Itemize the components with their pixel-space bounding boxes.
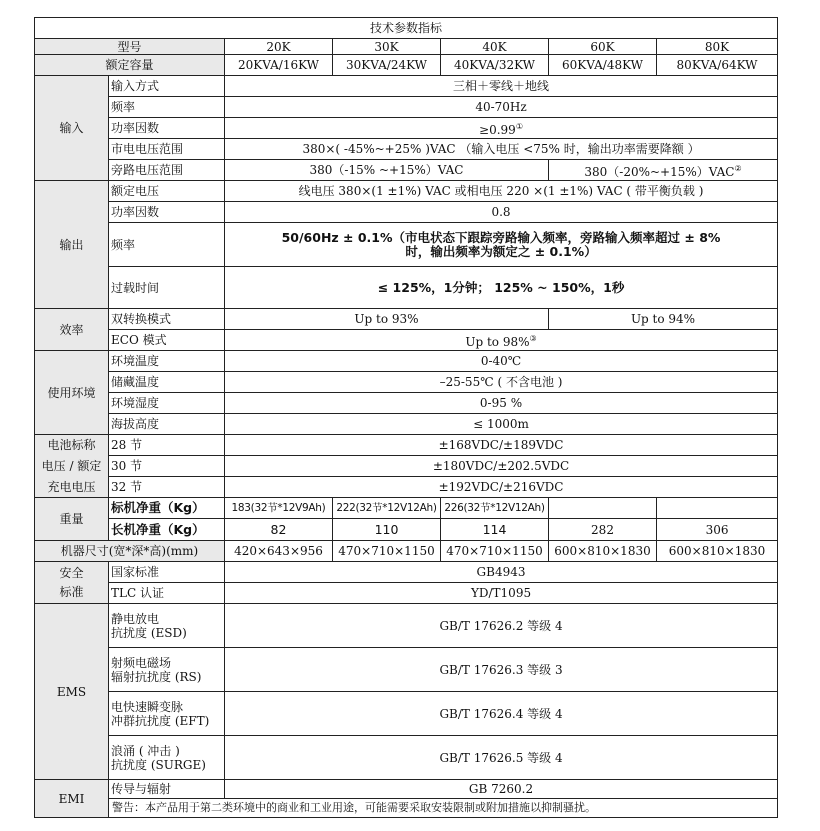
- bypass-range-row: [35, 160, 778, 181]
- environment-group-label: 使用环境: [35, 351, 109, 435]
- input-pf-label: 功率因数: [109, 118, 225, 139]
- output-pf-value: 0.8: [225, 202, 778, 223]
- safety-group-line-1: 安全: [59, 566, 84, 580]
- double-conversion-row: [35, 309, 778, 330]
- emi-group-label: EMI: [35, 780, 109, 818]
- storage-temp-value: –25-55℃ ( 不含电池 ): [225, 372, 778, 393]
- tlc-label: TLC 认证: [109, 583, 225, 604]
- safety-group-line-2: 标准: [59, 585, 84, 599]
- input-freq-value: 40-70Hz: [225, 97, 778, 118]
- warning-row: [35, 799, 778, 818]
- standard-weight-cell: 183(32节*12V9Ah): [225, 498, 333, 519]
- ems-item-line-1: 电快速瞬变脉: [111, 699, 184, 714]
- rated-voltage-row: [35, 181, 778, 202]
- ems-item-line-2: 冲群抗扰度 (EFT): [111, 713, 210, 728]
- output-group-label: 输出: [35, 181, 109, 309]
- output-pf-row: [35, 202, 778, 223]
- battery-group-label: [35, 435, 109, 498]
- model-cell: 60K: [549, 39, 657, 55]
- ems-item-value: GB/T 17626.3 等级 3: [225, 648, 778, 692]
- ems-row: [35, 736, 778, 780]
- double-conversion-value-a: Up to 93%: [225, 309, 549, 330]
- bypass-range-value-a: 380（-15% ~+15%）VAC: [225, 160, 549, 181]
- capacity-cell: 60KVA/48KW: [549, 55, 657, 76]
- battery-group-line-3: 充电电压: [47, 480, 96, 494]
- altitude-row: [35, 414, 778, 435]
- battery-voltage-value: ±168VDC/±189VDC: [225, 435, 778, 456]
- ambient-temp-row: [35, 351, 778, 372]
- standard-weight-cell: 226(32节*12V12Ah): [441, 498, 549, 519]
- ems-item-label: [109, 736, 225, 780]
- efficiency-group-label: 效率: [35, 309, 109, 351]
- size-cell: 600×810×1830: [657, 541, 778, 562]
- ems-item-line-2: 抗扰度 (SURGE): [111, 757, 206, 772]
- eco-mode-label: ECO 模式: [109, 330, 225, 351]
- ems-item-line-2: 辐射抗扰度 (RS): [111, 669, 202, 684]
- national-standard-value: GB4943: [225, 562, 778, 583]
- output-freq-label: 频率: [109, 223, 225, 267]
- title-row: [35, 18, 778, 39]
- long-weight-label: 长机净重（Kg）: [109, 519, 225, 541]
- input-freq-row: [35, 97, 778, 118]
- overload-row: [35, 267, 778, 309]
- bypass-range-label: 旁路电压范围: [109, 160, 225, 181]
- battery-count-label: 28 节: [109, 435, 225, 456]
- capacity-cell: 80KVA/64KW: [657, 55, 778, 76]
- ems-item-line-1: 浪涌 ( 冲击 ): [111, 743, 180, 758]
- ems-row: [35, 692, 778, 736]
- emi-value: GB 7260.2: [225, 780, 778, 799]
- long-weight-cell: 282: [549, 519, 657, 541]
- standard-weight-cell: [549, 498, 657, 519]
- footnote-3: ③: [529, 333, 537, 343]
- battery-voltage-value: ±180VDC/±202.5VDC: [225, 456, 778, 477]
- weight-group-label: 重量: [35, 498, 109, 541]
- standard-weight-cell: [657, 498, 778, 519]
- long-weight-cell: 82: [225, 519, 333, 541]
- bypass-range-value-b: 380（-20%~+15%）VAC: [584, 164, 735, 179]
- input-mode-label: 输入方式: [109, 76, 225, 97]
- battery-row: [35, 477, 778, 498]
- storage-temp-row: [35, 372, 778, 393]
- long-weight-cell: 306: [657, 519, 778, 541]
- rated-voltage-value: 线电压 380×(1 ±1%) VAC 或相电压 220 ×(1 ±1%) VAC ( 带平衡负载 ): [225, 181, 778, 202]
- warning-text: 警告：本产品用于第二类环境中的商业和工业用途，可能需要采取安装限制或附加措施以抑制骚扰。: [109, 799, 778, 818]
- safety-group-label: [35, 562, 109, 604]
- ems-row: [35, 604, 778, 648]
- input-mode-value: 三相＋零线＋地线: [225, 76, 778, 97]
- battery-row: [35, 456, 778, 477]
- output-freq-row: [35, 223, 778, 267]
- long-weight-row: [35, 519, 778, 541]
- footnote-2: ②: [734, 163, 742, 173]
- ems-item-value: GB/T 17626.2 等级 4: [225, 604, 778, 648]
- emi-row: [35, 780, 778, 799]
- tlc-value: YD/T1095: [225, 583, 778, 604]
- emi-label: 传导与辐射: [109, 780, 225, 799]
- battery-voltage-value: ±192VDC/±216VDC: [225, 477, 778, 498]
- long-weight-cell: 114: [441, 519, 549, 541]
- model-row: [35, 39, 778, 55]
- capacity-cell: 30KVA/24KW: [333, 55, 441, 76]
- ems-item-line-1: 静电放电: [111, 611, 160, 626]
- bypass-range-cell-b: [549, 160, 778, 181]
- battery-count-label: 32 节: [109, 477, 225, 498]
- national-standard-label: 国家标准: [109, 562, 225, 583]
- national-standard-row: [35, 562, 778, 583]
- model-cell: 20K: [225, 39, 333, 55]
- footnote-1: ①: [515, 121, 523, 131]
- standard-weight-label: 标机净重（Kg）: [109, 498, 225, 519]
- ems-item-label: [109, 692, 225, 736]
- ambient-temp-value: 0-40℃: [225, 351, 778, 372]
- double-conversion-label: 双转换模式: [109, 309, 225, 330]
- ems-item-label: [109, 604, 225, 648]
- tlc-row: [35, 583, 778, 604]
- size-label: 机器尺寸(宽*深*高)(mm): [35, 541, 225, 562]
- ems-item-value: GB/T 17626.5 等级 4: [225, 736, 778, 780]
- overload-label: 过载时间: [109, 267, 225, 309]
- humidity-label: 环境湿度: [109, 393, 225, 414]
- spec-table: [34, 17, 778, 818]
- ambient-temp-label: 环境温度: [109, 351, 225, 372]
- input-mode-row: [35, 76, 778, 97]
- size-cell: 600×810×1830: [549, 541, 657, 562]
- long-weight-cell: 110: [333, 519, 441, 541]
- battery-group-line-2: 电压 / 额定: [41, 459, 102, 473]
- input-group-label: 输入: [35, 76, 109, 181]
- model-cell: 80K: [657, 39, 778, 55]
- model-label: 型号: [35, 39, 225, 55]
- input-pf-cell: [225, 118, 778, 139]
- ems-item-line-2: 抗扰度 (ESD): [111, 625, 187, 640]
- capacity-cell: 40KVA/32KW: [441, 55, 549, 76]
- ems-group-label: EMS: [35, 604, 109, 780]
- altitude-label: 海拔高度: [109, 414, 225, 435]
- eco-mode-row: [35, 330, 778, 351]
- input-pf-row: [35, 118, 778, 139]
- eco-mode-cell: [225, 330, 778, 351]
- model-cell: 40K: [441, 39, 549, 55]
- ems-item-value: GB/T 17626.4 等级 4: [225, 692, 778, 736]
- ems-item-label: [109, 648, 225, 692]
- overload-value: ≤ 125%，1分钟； 125% ~ 150%，1秒: [225, 267, 778, 309]
- mains-range-row: [35, 139, 778, 160]
- size-row: [35, 541, 778, 562]
- model-cell: 30K: [333, 39, 441, 55]
- battery-count-label: 30 节: [109, 456, 225, 477]
- battery-row: [35, 435, 778, 456]
- ems-item-line-1: 射频电磁场: [111, 655, 172, 670]
- humidity-row: [35, 393, 778, 414]
- table-title: 技术参数指标: [35, 18, 778, 39]
- size-cell: 470×710×1150: [441, 541, 549, 562]
- mains-range-value: 380×( -45%~+25% )VAC （输入电压 <75% 时，输出功率需要降额 ）: [225, 139, 778, 160]
- altitude-value: ≤ 1000m: [225, 414, 778, 435]
- mains-range-label: 市电电压范围: [109, 139, 225, 160]
- size-cell: 470×710×1150: [333, 541, 441, 562]
- input-pf-value: ≥0.99: [479, 122, 516, 137]
- input-freq-label: 频率: [109, 97, 225, 118]
- battery-group-line-1: 电池标称: [47, 438, 96, 452]
- eco-mode-value: Up to 98%: [465, 334, 530, 349]
- size-cell: 420×643×956: [225, 541, 333, 562]
- capacity-label: 额定容量: [35, 55, 225, 76]
- storage-temp-label: 储藏温度: [109, 372, 225, 393]
- standard-weight-cell: 222(32节*12V12Ah): [333, 498, 441, 519]
- output-freq-cell: [225, 223, 778, 267]
- output-freq-line-2: 时，输出频率为额定之 ± 0.1%）: [405, 243, 597, 259]
- ems-row: [35, 648, 778, 692]
- standard-weight-row: [35, 498, 778, 519]
- output-pf-label: 功率因数: [109, 202, 225, 223]
- capacity-cell: 20KVA/16KW: [225, 55, 333, 76]
- double-conversion-value-b: Up to 94%: [549, 309, 778, 330]
- humidity-value: 0-95 %: [225, 393, 778, 414]
- output-freq-line-1: 50/60Hz ± 0.1%（市电状态下跟踪旁路输入频率，旁路输入频率超过 ± 8%: [281, 229, 721, 245]
- capacity-row: [35, 55, 778, 76]
- rated-voltage-label: 额定电压: [109, 181, 225, 202]
